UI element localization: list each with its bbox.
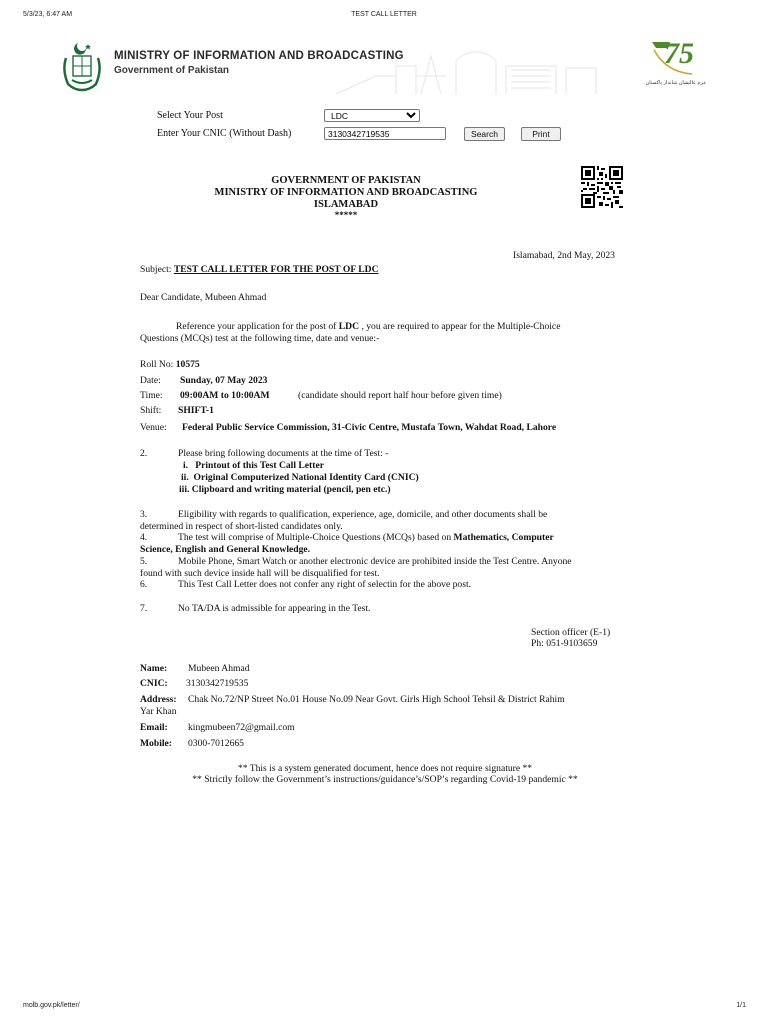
print-title: TEST CALL LETTER — [351, 11, 417, 18]
cnic-label-info: CNIC: — [140, 678, 168, 689]
para4-line2: Science, English and General Knowledge. — [140, 544, 311, 555]
para7-num: 7. — [140, 603, 148, 614]
salutation: Dear Candidate, Mubeen Ahmad — [140, 292, 267, 303]
covid-note: ** Strictly follow the Government’s instructions/guidance’s/SOP’s regarding Covid-19 pandemic ** — [192, 774, 578, 785]
system-note: ** This is a system generated document, hence does not require signature ** — [237, 763, 533, 774]
para5-num: 5. — [140, 556, 148, 567]
candidate-address-line1: Chak No.72/NP Street No.01 House No.09 Near Govt. Girls High School Tehsil & District Rahim — [188, 694, 565, 705]
para5-line1: Mobile Phone, Smart Watch or another electronic device are prohibited inside the Test Centre. Anyone — [178, 556, 572, 567]
para2-text: Please bring following documents at the time of Test: - — [178, 448, 389, 459]
intro-part1: Reference your application for the post of — [176, 321, 337, 332]
doc-item: ii. Original Computerized National Identity Card (CNIC) — [181, 472, 419, 483]
para4-line1 — [178, 532, 554, 544]
candidate-address-line2: Yar Khan — [140, 706, 177, 717]
urdu-tagline: عزم عالیشان شاندار پاکستان — [645, 80, 707, 86]
cnic-input[interactable] — [324, 127, 446, 140]
doc-item: iii. Clipboard and writing material (pencil, pen etc.) — [179, 484, 391, 495]
name-label: Name: — [140, 663, 168, 674]
venue-value: Federal Public Service Commission, 31-Civic Centre, Mustafa Town, Wahdat Road, Lahore — [182, 422, 557, 433]
intro-line1 — [176, 321, 560, 333]
qr-code-icon — [581, 166, 623, 208]
heading-stars: ***** — [334, 210, 358, 220]
pakistan-75-logo — [646, 38, 706, 80]
para5-line2: found with such device inside hall will be disqualified for test. — [140, 568, 380, 579]
para6-text: This Test Call Letter does not confer any right of selectin for the above post. — [178, 579, 472, 590]
intro-part2: , you are required to appear for the Multiple-Choice — [361, 321, 561, 332]
candidate-mobile: 0300-7012665 — [188, 738, 244, 749]
government-name: Government of Pakistan — [114, 65, 230, 76]
shift-label: Shift: — [140, 405, 162, 416]
state-emblem-icon — [58, 40, 106, 94]
time-label: Time: — [140, 390, 163, 401]
candidate-cnic: 3130342719535 — [186, 678, 249, 689]
ministry-name: MINISTRY OF INFORMATION AND BROADCASTING — [114, 50, 404, 62]
subject-line — [140, 264, 379, 276]
print-url: molb.gov.pk/letter/ — [23, 1002, 80, 1009]
signoff-title: Section officer (E-1) — [531, 627, 611, 638]
ministry-banner — [36, 36, 740, 98]
shift-value: SHIFT-1 — [178, 405, 214, 416]
para3-line1: Eligibility with regards to qualification, experience, age, domicile, and other documents shall be — [178, 509, 548, 520]
intro-post: LDC — [338, 321, 360, 332]
para3-line2: determined in respect of short-listed candidates only. — [140, 521, 343, 532]
letter-date: Islamabad, 2nd May, 2023 — [513, 250, 615, 261]
para3-num: 3. — [140, 509, 148, 520]
post-select[interactable] — [324, 109, 420, 122]
para4-num: 4. — [140, 532, 148, 543]
roll-label: Roll No: — [140, 359, 174, 370]
venue-label: Venue: — [140, 422, 167, 433]
subject-label: Subject: — [140, 264, 172, 275]
mobile-label: Mobile: — [140, 738, 172, 749]
candidate-name: Mubeen Ahmad — [188, 663, 250, 674]
roll-row — [140, 359, 200, 371]
para2-num: 2. — [140, 448, 148, 459]
subject-text: TEST CALL LETTER FOR THE POST OF LDC — [173, 264, 379, 275]
cnic-label: Enter Your CNIC (Without Dash) — [157, 128, 292, 139]
date-label: Date: — [140, 375, 161, 386]
candidate-email: kingmubeen72@gmail.com — [188, 722, 295, 733]
post-label: Select Your Post — [157, 110, 223, 121]
para6-num: 6. — [140, 579, 148, 590]
heading-ministry: MINISTRY OF INFORMATION AND BROADCASTING — [214, 187, 478, 198]
roll-value: 10575 — [175, 359, 200, 370]
address-label: Address: — [140, 694, 177, 705]
signoff-phone: Ph: 051-9103659 — [531, 638, 598, 649]
heading-government: GOVERNMENT OF PAKISTAN — [271, 175, 421, 186]
email-label: Email: — [140, 722, 168, 733]
para4-subjects: Mathematics, Computer — [453, 532, 554, 543]
para7-text: No TA/DA is admissible for appearing in the Test. — [178, 603, 371, 614]
print-datetime: 5/3/23, 6:47 AM — [23, 11, 73, 18]
intro-line2: Questions (MCQs) test at the following time, date and venue:- — [140, 333, 380, 344]
time-note: (candidate should report half hour before given time) — [298, 390, 502, 401]
date-value: Sunday, 07 May 2023 — [180, 375, 268, 386]
para4-text: The test will comprise of Multiple-Choice Questions (MCQs) based on — [178, 532, 452, 543]
search-button[interactable]: Search — [464, 127, 505, 141]
time-value: 09:00AM to 10:00AM — [180, 390, 270, 401]
logo-number: 75 — [664, 37, 694, 70]
print-button[interactable]: Print — [521, 127, 561, 141]
print-page: 1/1 — [736, 1002, 746, 1009]
doc-item: i. Printout of this Test Call Letter — [183, 460, 324, 471]
heading-city: ISLAMABAD — [313, 199, 379, 210]
